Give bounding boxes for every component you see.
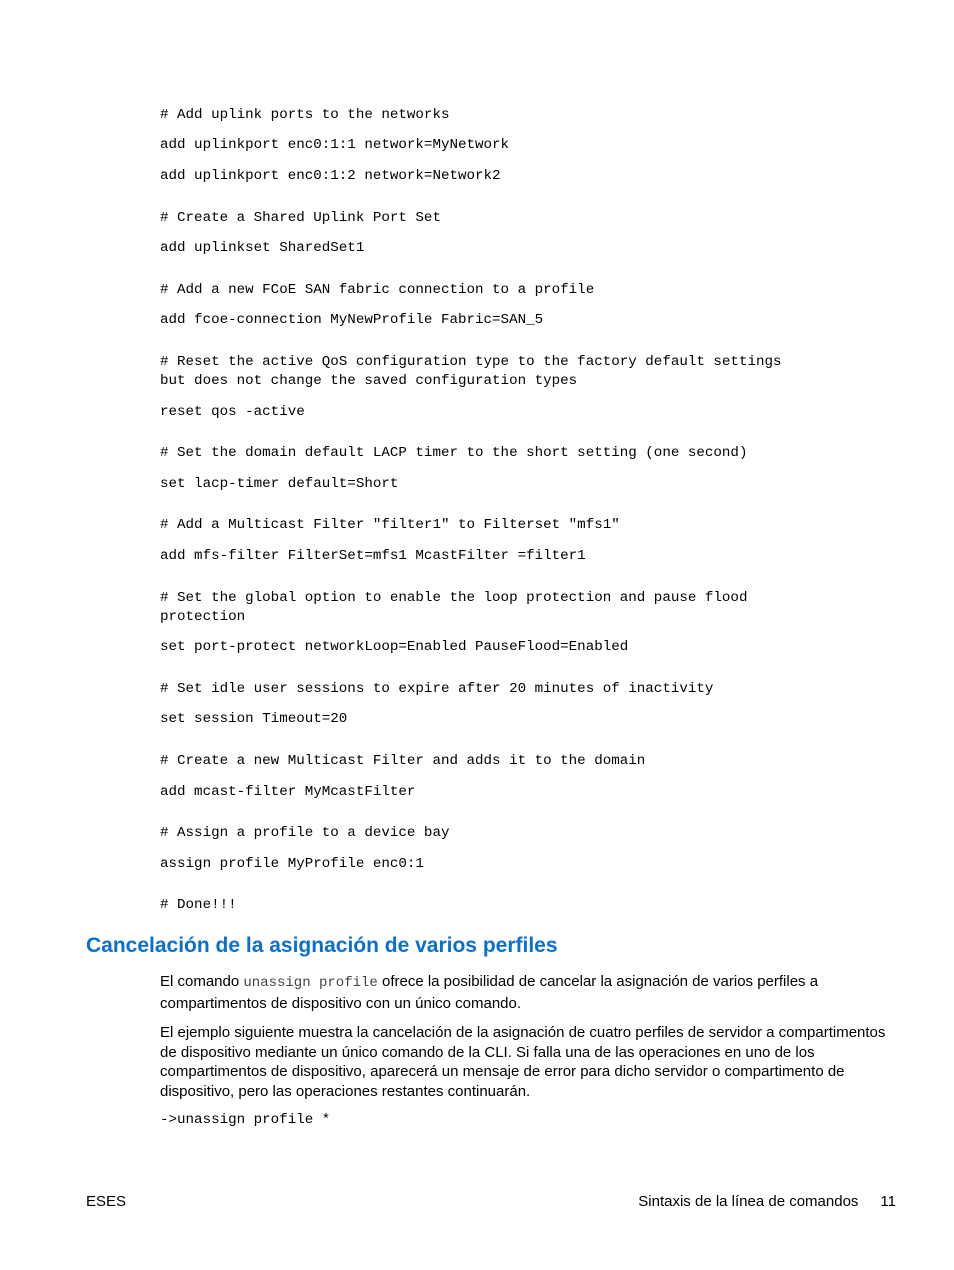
code-line: add uplinkport enc0:1:1 network=MyNetwork [160, 137, 510, 153]
code-line: add mcast-filter MyMcastFilter [160, 784, 416, 800]
code-comment: protection [160, 609, 246, 625]
code-comment: # Reset the active QoS configuration type to the factory default settings [160, 354, 782, 370]
code-comment: # Add uplink ports to the networks [160, 107, 450, 123]
code-line: reset qos -active [160, 404, 305, 420]
code-line: set port-protect networkLoop=Enabled PauseFlood=Enabled [160, 639, 629, 655]
code-line: add uplinkport enc0:1:2 network=Network2 [160, 168, 501, 184]
code-comment: # Done!!! [160, 897, 237, 913]
code-comment: # Add a Multicast Filter "filter1" to Filterset "mfs1" [160, 517, 620, 533]
code-line: set session Timeout=20 [160, 711, 348, 727]
code-comment: # Set the global option to enable the loop protection and pause flood [160, 590, 748, 606]
code-line: add fcoe-connection MyNewProfile Fabric=SAN_5 [160, 312, 544, 328]
paragraph-intro [160, 972, 890, 1013]
code-comment: # Set idle user sessions to expire after 20 minutes of inactivity [160, 681, 714, 697]
code-comment: # Create a new Multicast Filter and adds it to the domain [160, 753, 646, 769]
code-comment: # Set the domain default LACP timer to the short setting (one second) [160, 445, 748, 461]
page-number: 11 [880, 1193, 896, 1210]
code-line: assign profile MyProfile enc0:1 [160, 856, 424, 872]
footer-chapter-title: Sintaxis de la línea de comandos [638, 1193, 859, 1210]
section-heading: Cancelación de la asignación de varios perfiles [86, 934, 558, 957]
code-comment: # Add a new FCoE SAN fabric connection to a profile [160, 282, 595, 298]
code-line: set lacp-timer default=Short [160, 476, 399, 492]
code-comment: but does not change the saved configuration types [160, 373, 578, 389]
code-line: add mfs-filter FilterSet=mfs1 McastFilter =filter1 [160, 548, 586, 564]
footer-language-code: ESES [86, 1193, 127, 1210]
code-comment: # Assign a profile to a device bay [160, 825, 450, 841]
inline-command: unassign profile [243, 975, 378, 991]
code-comment: # Create a Shared Uplink Port Set [160, 210, 441, 226]
paragraph-example-description: El ejemplo siguiente muestra la cancelación de la asignación de cuatro perfiles de servidor a compartimentos de dispositivo mediante un único comando de la CLI. Si falla una de las operaciones en uno de los compartimentos de dispositivo, aparecerá un mensaje de error para dicho servidor o compartimento de dispositivo, pero las operaciones restantes continuarán. [160, 1024, 886, 1100]
paragraph-text: ofrece la posibilidad de cancelar la asignación de varios perfiles a compartimentos de dispositivo con un único comando. [160, 973, 819, 1012]
paragraph-text: El comando [160, 973, 244, 990]
footer-right [638, 1192, 896, 1211]
command-example: ->unassign profile * [160, 1112, 331, 1128]
code-line: add uplinkset SharedSet1 [160, 240, 365, 256]
